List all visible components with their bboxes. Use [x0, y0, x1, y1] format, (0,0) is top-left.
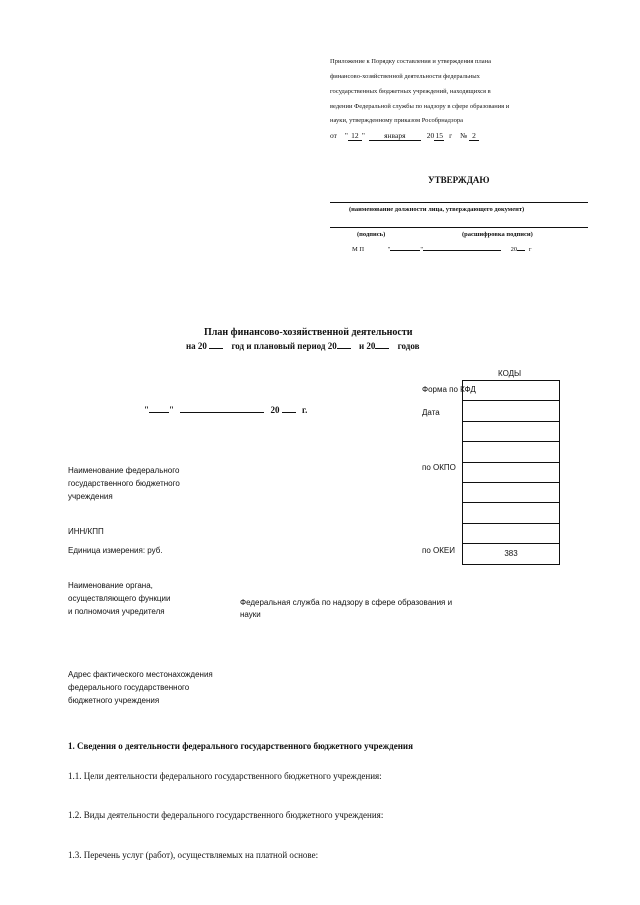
plan-period-blank-2	[375, 348, 389, 349]
founder-label-line: осуществляющего функции	[68, 594, 171, 603]
appendix-line-5: науки, утвержденному приказом Рособрнадзора	[330, 117, 463, 124]
plan-title: План финансово-хозяйственной деятельности	[204, 327, 413, 338]
section1-item-1-3: 1.3. Перечень услуг (работ), осуществляемых на платной основе:	[68, 850, 319, 860]
plan-date-row	[144, 405, 307, 415]
institution-name-line: Наименование федерального	[68, 466, 180, 475]
label-okpo: по ОКПО	[422, 463, 456, 472]
code-cell	[463, 482, 560, 502]
code-cell	[463, 523, 560, 543]
plan-year-prefix: на 20	[186, 341, 207, 351]
institution-name-line: учреждения	[68, 492, 113, 501]
label-date: Дата	[422, 408, 440, 417]
codes-row	[463, 401, 560, 421]
label-form-kfd: Форма по КФД	[422, 385, 476, 394]
order-month: января	[369, 131, 421, 141]
address-label-line: бюджетного учреждения	[68, 696, 160, 705]
approval-quote-open: "	[387, 246, 391, 253]
appendix-line-2: финансово-хозяйственной деятельности федеральных	[330, 73, 480, 80]
date-quote-close: "	[361, 131, 365, 140]
signature-caption: (подпись)	[357, 231, 386, 238]
founder-value	[240, 597, 452, 621]
codes-row	[463, 503, 560, 523]
plan-years-word: годов	[397, 341, 420, 351]
institution-name-label	[68, 464, 180, 503]
unit-label: Единица измерения: руб.	[68, 546, 163, 555]
date-prefix: от	[330, 131, 337, 140]
codes-table	[462, 380, 560, 565]
section1-item-1-2: 1.2. Виды деятельности федерального государственного бюджетного учреждения:	[68, 810, 384, 820]
order-day: 12	[348, 131, 362, 141]
stamp-date-row	[352, 246, 531, 253]
plan-date-year-blank	[282, 412, 296, 413]
order-year-prefix: 20	[426, 131, 435, 140]
order-number-mark: №	[460, 131, 468, 140]
approval-year-blank	[517, 250, 525, 251]
code-okei-cell: 383	[463, 544, 560, 564]
codes-row	[463, 482, 560, 502]
signature-line	[330, 227, 588, 228]
codes-row	[463, 442, 560, 462]
order-number: 2	[469, 131, 479, 141]
approval-quote-close: "	[420, 246, 424, 253]
codes-row	[463, 544, 560, 564]
order-year-suffix: 15	[435, 131, 443, 140]
codes-row	[463, 462, 560, 482]
appendix-line-1: Приложение к Порядку составления и утверждения плана	[330, 58, 491, 65]
plan-date-year-mark: г.	[302, 405, 308, 415]
approval-title: УТВЕРЖДАЮ	[428, 175, 490, 185]
plan-date-quote-close: "	[169, 405, 174, 415]
appendix-order-date	[330, 131, 479, 141]
institution-name-line: государственного бюджетного	[68, 479, 180, 488]
approval-year-prefix: 20	[510, 246, 518, 253]
plan-year-blank	[209, 348, 223, 349]
approval-day-blank	[390, 250, 420, 251]
code-okpo-cell	[463, 462, 560, 482]
plan-period-prefix: год и плановый период 20	[231, 341, 337, 351]
inn-kpp-label: ИНН/КПП	[68, 527, 104, 536]
codes-row	[463, 421, 560, 441]
founder-value-line: Федеральная служба по надзору в сфере образования и	[240, 598, 453, 607]
mp-label: М П	[352, 246, 365, 253]
founder-label-line: и полномочия учредителя	[68, 607, 165, 616]
address-label-line: федерального государственного	[68, 683, 190, 692]
approval-month-blank	[423, 250, 501, 251]
plan-period-blank-1	[337, 348, 351, 349]
code-cell	[463, 503, 560, 523]
section1-title: 1. Сведения о деятельности федерального государственного бюджетного учреждения	[68, 741, 413, 751]
position-caption: (наименование должности лица, утверждающего документ)	[349, 206, 525, 213]
code-date-cell	[463, 401, 560, 421]
address-label	[68, 668, 213, 707]
codes-header: КОДЫ	[498, 369, 522, 378]
date-quote-open: "	[344, 131, 348, 140]
code-cell	[463, 442, 560, 462]
section1-item-1-1: 1.1. Цели деятельности федерального государственного бюджетного учреждения:	[68, 771, 382, 781]
plan-subtitle	[186, 341, 419, 351]
plan-month-blank	[180, 412, 264, 413]
founder-value-line: науки	[240, 610, 261, 619]
order-year-mark: г	[449, 131, 453, 140]
appendix-line-4: ведении Федеральной службы по надзору в сфере образования и	[330, 103, 510, 110]
position-line	[330, 202, 588, 203]
decoding-caption: (расшифровка подписи)	[462, 231, 533, 238]
codes-row	[463, 523, 560, 543]
address-label-line: Адрес фактического местонахождения	[68, 670, 213, 679]
plan-day-blank	[149, 412, 169, 413]
label-okei: по ОКЕИ	[422, 546, 455, 555]
plan-date-quote-open: "	[144, 405, 149, 415]
founder-label-line: Наименование органа,	[68, 581, 153, 590]
approval-year-mark: г	[528, 246, 532, 253]
codes-row	[463, 381, 560, 401]
code-cell	[463, 421, 560, 441]
plan-period-and: и 20	[358, 341, 376, 351]
appendix-line-3: государственных бюджетных учреждений, находящихся в	[330, 88, 491, 95]
founder-label	[68, 579, 170, 618]
plan-date-year-prefix: 20	[270, 405, 280, 415]
code-kfd-cell	[463, 381, 560, 401]
